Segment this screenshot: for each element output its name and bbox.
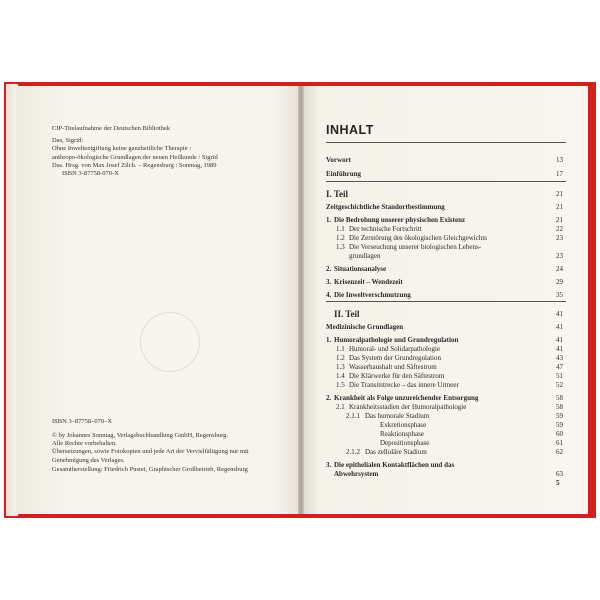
toc-number: 3. bbox=[326, 461, 332, 469]
toc-row bbox=[0, 323, 600, 332]
cip-line: Ohne Inweltentgiftung keine ganzheitliche Therapie : bbox=[52, 145, 192, 153]
toc-page: 21 bbox=[556, 216, 563, 224]
toc-label: Humoralpathologie und Grundregulation bbox=[334, 336, 459, 344]
toc-number: 2. bbox=[326, 265, 332, 273]
toc-page: 61 bbox=[556, 439, 563, 447]
toc-row bbox=[0, 381, 600, 390]
toc-page: 62 bbox=[556, 448, 563, 456]
toc-label: Zeitgeschichtliche Standortbestimmung bbox=[326, 203, 445, 211]
toc-row bbox=[0, 412, 600, 421]
toc-label: Krankheitsstadien der Humoralpathologie bbox=[349, 403, 467, 411]
toc-page: 47 bbox=[556, 363, 563, 371]
toc-label: Die Zerstörung des ökologischen Gleichgewichts bbox=[349, 234, 488, 242]
toc-label: Krisenzeit – Wendezeit bbox=[334, 278, 403, 286]
copyright-line: Übersetzungen, sowie Fotokopien und jede Art der Vervielfältigung nur mit bbox=[52, 448, 249, 456]
toc-row bbox=[0, 216, 600, 225]
toc-row bbox=[0, 372, 600, 381]
toc-label: Wasserhaushalt und Säftestrom bbox=[349, 363, 437, 371]
toc-label: Krankheit als Folge unzureichender Entsorgung bbox=[334, 394, 479, 402]
toc-row bbox=[0, 234, 600, 243]
toc-label: Die epithelialen Kontaktflächen und das bbox=[334, 461, 455, 469]
toc-divider bbox=[326, 181, 566, 182]
toc-row bbox=[0, 354, 600, 363]
toc-row bbox=[0, 203, 600, 212]
toc-number: 1.2 bbox=[336, 234, 345, 242]
toc-number: 1.5 bbox=[336, 381, 345, 389]
toc-label: I. Teil bbox=[326, 189, 349, 199]
toc-row bbox=[0, 403, 600, 412]
toc-number: 1.1 bbox=[336, 345, 345, 353]
printer-line: Gesamtherstellung: Friedrich Pustet, Graphischer Großbetrieb, Regensburg bbox=[52, 466, 248, 473]
page-number: 5 bbox=[556, 479, 560, 487]
toc-label: Das zelluläre Stadium bbox=[365, 448, 427, 456]
toc-row bbox=[0, 439, 600, 448]
toc-label: Humoral- und Solidarpathologie bbox=[349, 345, 440, 353]
toc-page: 23 bbox=[556, 252, 563, 260]
toc-row bbox=[0, 291, 600, 300]
toc-page: 23 bbox=[556, 234, 563, 242]
toc-page: 21 bbox=[556, 203, 563, 211]
toc-label: Medizinische Grundlagen bbox=[326, 323, 404, 331]
toc-number: 3. bbox=[326, 278, 332, 286]
toc-divider bbox=[326, 142, 566, 143]
toc-label: Einführung bbox=[326, 170, 362, 178]
toc-number: 1.3 bbox=[336, 243, 345, 251]
toc-page: 41 bbox=[556, 323, 563, 331]
cip-line: Das, Sigrid: bbox=[52, 137, 84, 145]
toc-label: Die Inweltverschmutzung bbox=[334, 291, 411, 299]
toc-page: 59 bbox=[556, 412, 563, 420]
toc-label: Die Bedrohung unserer physischen Existenz bbox=[334, 216, 466, 224]
toc-number: 4. bbox=[326, 291, 332, 299]
toc-page: 58 bbox=[556, 403, 563, 411]
cip-line: anthropo-ökologische Grundlagen der neuen Heilkunde / Sigrid bbox=[52, 153, 218, 161]
toc-label: Der technische Fortschritt bbox=[349, 225, 422, 233]
toc-label: Die Verseuchung unserer biologischen Lebens- bbox=[349, 243, 482, 251]
toc-page: 59 bbox=[556, 421, 563, 429]
toc-label: Vorwort bbox=[326, 156, 352, 164]
toc-label: Exkretionsphase bbox=[380, 421, 427, 429]
toc-page: 58 bbox=[556, 394, 563, 402]
toc-row bbox=[0, 345, 600, 354]
toc-page: 41 bbox=[556, 345, 563, 353]
toc-label: grundlagen bbox=[349, 252, 381, 260]
cip-line: ISBN 3-87758-070-X bbox=[62, 170, 119, 178]
toc-label: Situationsanalyse bbox=[334, 265, 387, 273]
toc-page: 24 bbox=[556, 265, 563, 273]
toc-page: 41 bbox=[556, 310, 563, 318]
toc-row bbox=[0, 265, 600, 274]
toc-row bbox=[0, 225, 600, 234]
toc-page: 60 bbox=[556, 430, 563, 438]
copyright-line: Alle Rechte vorbehalten. bbox=[52, 440, 117, 448]
toc-label: II. Teil bbox=[334, 309, 360, 319]
toc-number: 1.3 bbox=[336, 363, 345, 371]
toc-row bbox=[0, 363, 600, 372]
toc-page: 41 bbox=[556, 336, 563, 344]
toc-row bbox=[0, 336, 600, 345]
copyright-line: © by Johannes Sonntag, Verlagsbuchhandlung GmbH, Regensburg. bbox=[52, 432, 229, 439]
toc-page: 63 bbox=[556, 470, 563, 478]
toc-number: 2. bbox=[326, 394, 332, 402]
toc-number: 2.1 bbox=[336, 403, 345, 411]
toc-row bbox=[0, 448, 600, 457]
toc-row bbox=[0, 470, 600, 479]
toc-page: 29 bbox=[556, 278, 563, 286]
cip-line: Das. Hrsg. von Max Josef Zilch. – Regensburg : Sonntag, 1989 bbox=[52, 161, 217, 169]
toc-page: 35 bbox=[556, 291, 563, 299]
toc-number: 1. bbox=[326, 336, 332, 344]
toc-number: 1. bbox=[326, 216, 332, 224]
toc-row bbox=[0, 278, 600, 287]
toc-row bbox=[0, 243, 600, 252]
toc-page: 52 bbox=[556, 381, 563, 389]
toc-label: Die Klärwerke für den Säftestrom bbox=[349, 372, 445, 380]
toc-number: 1.4 bbox=[336, 372, 345, 380]
cip-heading: CIP-Titelaufnahme der Deutschen Bibliothek bbox=[52, 125, 171, 132]
toc-page: 43 bbox=[556, 354, 563, 362]
toc-row bbox=[0, 153, 600, 165]
toc-row bbox=[0, 461, 600, 470]
toc-row bbox=[0, 310, 600, 322]
isbn-line: ISBN 3–87758–070–X bbox=[52, 418, 113, 425]
toc-page: 13 bbox=[556, 156, 563, 164]
toc-row bbox=[0, 430, 600, 439]
toc-page: 22 bbox=[556, 225, 563, 233]
toc-number: 1.2 bbox=[336, 354, 345, 362]
toc-row bbox=[0, 190, 600, 202]
toc-number: 1.1 bbox=[336, 225, 345, 233]
copyright-line: Genehmigung des Verlages. bbox=[52, 456, 125, 464]
toc-label: Depositionsphase bbox=[380, 439, 430, 447]
toc-number: 2.1.1 bbox=[346, 412, 360, 420]
toc-row bbox=[0, 170, 600, 179]
toc-divider bbox=[326, 301, 566, 302]
toc-label: Abwehrsystem bbox=[334, 470, 379, 478]
toc-page: 51 bbox=[556, 372, 563, 380]
toc-number: 2.1.2 bbox=[346, 448, 360, 456]
toc-page: 21 bbox=[556, 190, 563, 198]
toc-row bbox=[0, 394, 600, 403]
toc-label: Das humorale Stadium bbox=[365, 412, 430, 420]
toc-label: Das System der Grundregulation bbox=[349, 354, 441, 362]
toc-label: Reaktionsphase bbox=[380, 430, 424, 438]
toc-page: 17 bbox=[556, 170, 563, 178]
toc-row bbox=[0, 252, 600, 261]
toc-row bbox=[0, 421, 600, 430]
toc-title: INHALT bbox=[326, 123, 374, 137]
toc-label: Die Transitstrecke – das innere Urmeer bbox=[349, 381, 459, 389]
